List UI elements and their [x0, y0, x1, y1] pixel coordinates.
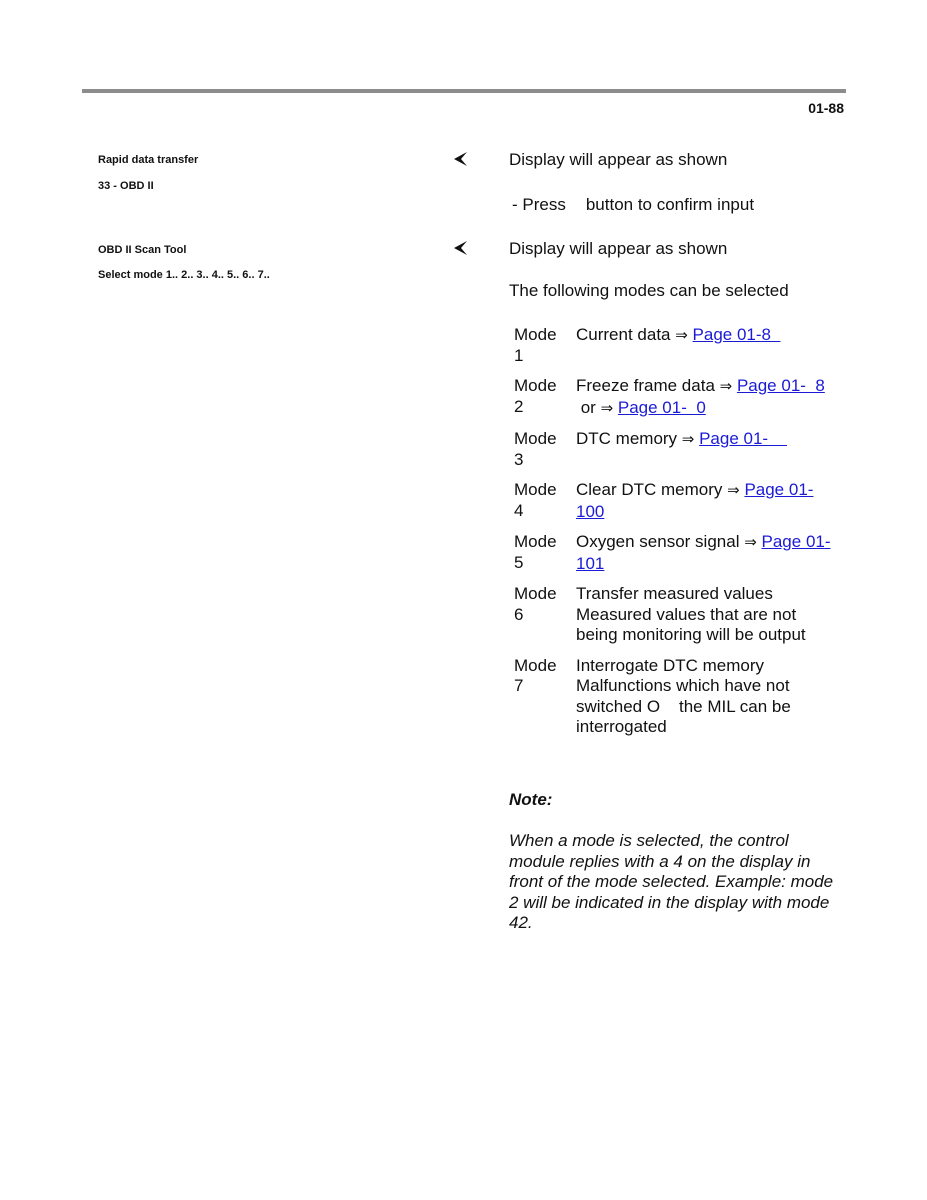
mode-label: Mode	[514, 584, 557, 603]
mode-label: Mode	[514, 429, 557, 448]
mode-description: Clear DTC memory	[576, 480, 728, 499]
mode-description: DTC memory	[576, 429, 682, 448]
header-rule	[82, 89, 846, 93]
implies-icon: ⇒	[719, 378, 733, 395]
page-link[interactable]: Page 01-8	[692, 325, 781, 344]
mode-row	[510, 480, 832, 532]
implies-icon: ⇒	[744, 534, 757, 551]
mode-row	[510, 532, 832, 584]
mode-number: 3	[514, 449, 524, 469]
implies-icon: ⇒	[600, 399, 614, 417]
mode-description: Transfer measured values Measured values that are not being monitoring will be output	[576, 584, 806, 644]
mode-row	[510, 584, 832, 656]
mode-label: Mode	[514, 480, 557, 499]
implies-icon: ⇒	[727, 482, 740, 499]
mode-label: Mode	[514, 325, 557, 344]
mode-row	[510, 656, 832, 748]
mode-number: 5	[514, 552, 524, 572]
note-heading: Note:	[509, 790, 553, 809]
page-link[interactable]: Page 01- 0	[617, 397, 706, 417]
note-body: When a mode is selected, the control module replies with a 4 on the display in front of the mode selected. Example: mode 2 will be indicated in the display with mode 42.	[509, 831, 834, 932]
mode-description: Current data	[576, 325, 676, 344]
mode-description: Freeze frame data	[576, 376, 720, 395]
mode-number: 6	[514, 604, 524, 624]
link-joiner: or	[576, 397, 601, 417]
implies-icon: ⇒	[675, 327, 688, 344]
display-text-line: 33 - OBD II	[98, 180, 154, 192]
pointer-arrow-icon	[453, 240, 469, 256]
step-text: Display will appear as shown	[509, 239, 728, 258]
mode-number: 7	[514, 676, 524, 695]
mode-number: 1	[514, 345, 524, 365]
mode-description: Oxygen sensor signal	[576, 532, 745, 551]
mode-number: 4	[514, 500, 524, 520]
page-number: 01-88	[808, 100, 844, 116]
display-text-line: Select mode 1.. 2.. 3.. 4.. 5.. 6.. 7..	[98, 269, 270, 281]
mode-label: Mode	[514, 376, 557, 395]
mode-row	[510, 376, 832, 429]
display-text-line: OBD II Scan Tool	[98, 244, 187, 256]
step-text: Display will appear as shown	[509, 150, 728, 169]
press-suffix: button to confirm input	[585, 195, 755, 214]
press-prefix: - Press	[512, 195, 566, 214]
mode-description: Interrogate DTC memory Malfunctions which have not switched O the MIL can be interrogated	[576, 655, 796, 736]
mode-row	[510, 429, 832, 480]
mode-row	[510, 325, 832, 376]
press-instruction	[512, 195, 754, 215]
mode-number: 2	[514, 396, 524, 416]
mode-label: Mode	[514, 532, 557, 551]
mode-label: Mode	[514, 655, 557, 675]
modes-table	[510, 325, 832, 748]
page-link[interactable]: Page 01-	[699, 429, 787, 448]
page-link[interactable]: Page 01- 8	[736, 376, 825, 395]
implies-icon: ⇒	[681, 431, 695, 448]
display-text-line: Rapid data transfer	[98, 154, 199, 166]
modes-intro: The following modes can be selected	[509, 281, 789, 300]
page-link[interactable]: Page 01-101	[576, 532, 831, 573]
pointer-arrow-icon	[453, 151, 469, 167]
page-link[interactable]: Page 01-100	[576, 480, 814, 521]
